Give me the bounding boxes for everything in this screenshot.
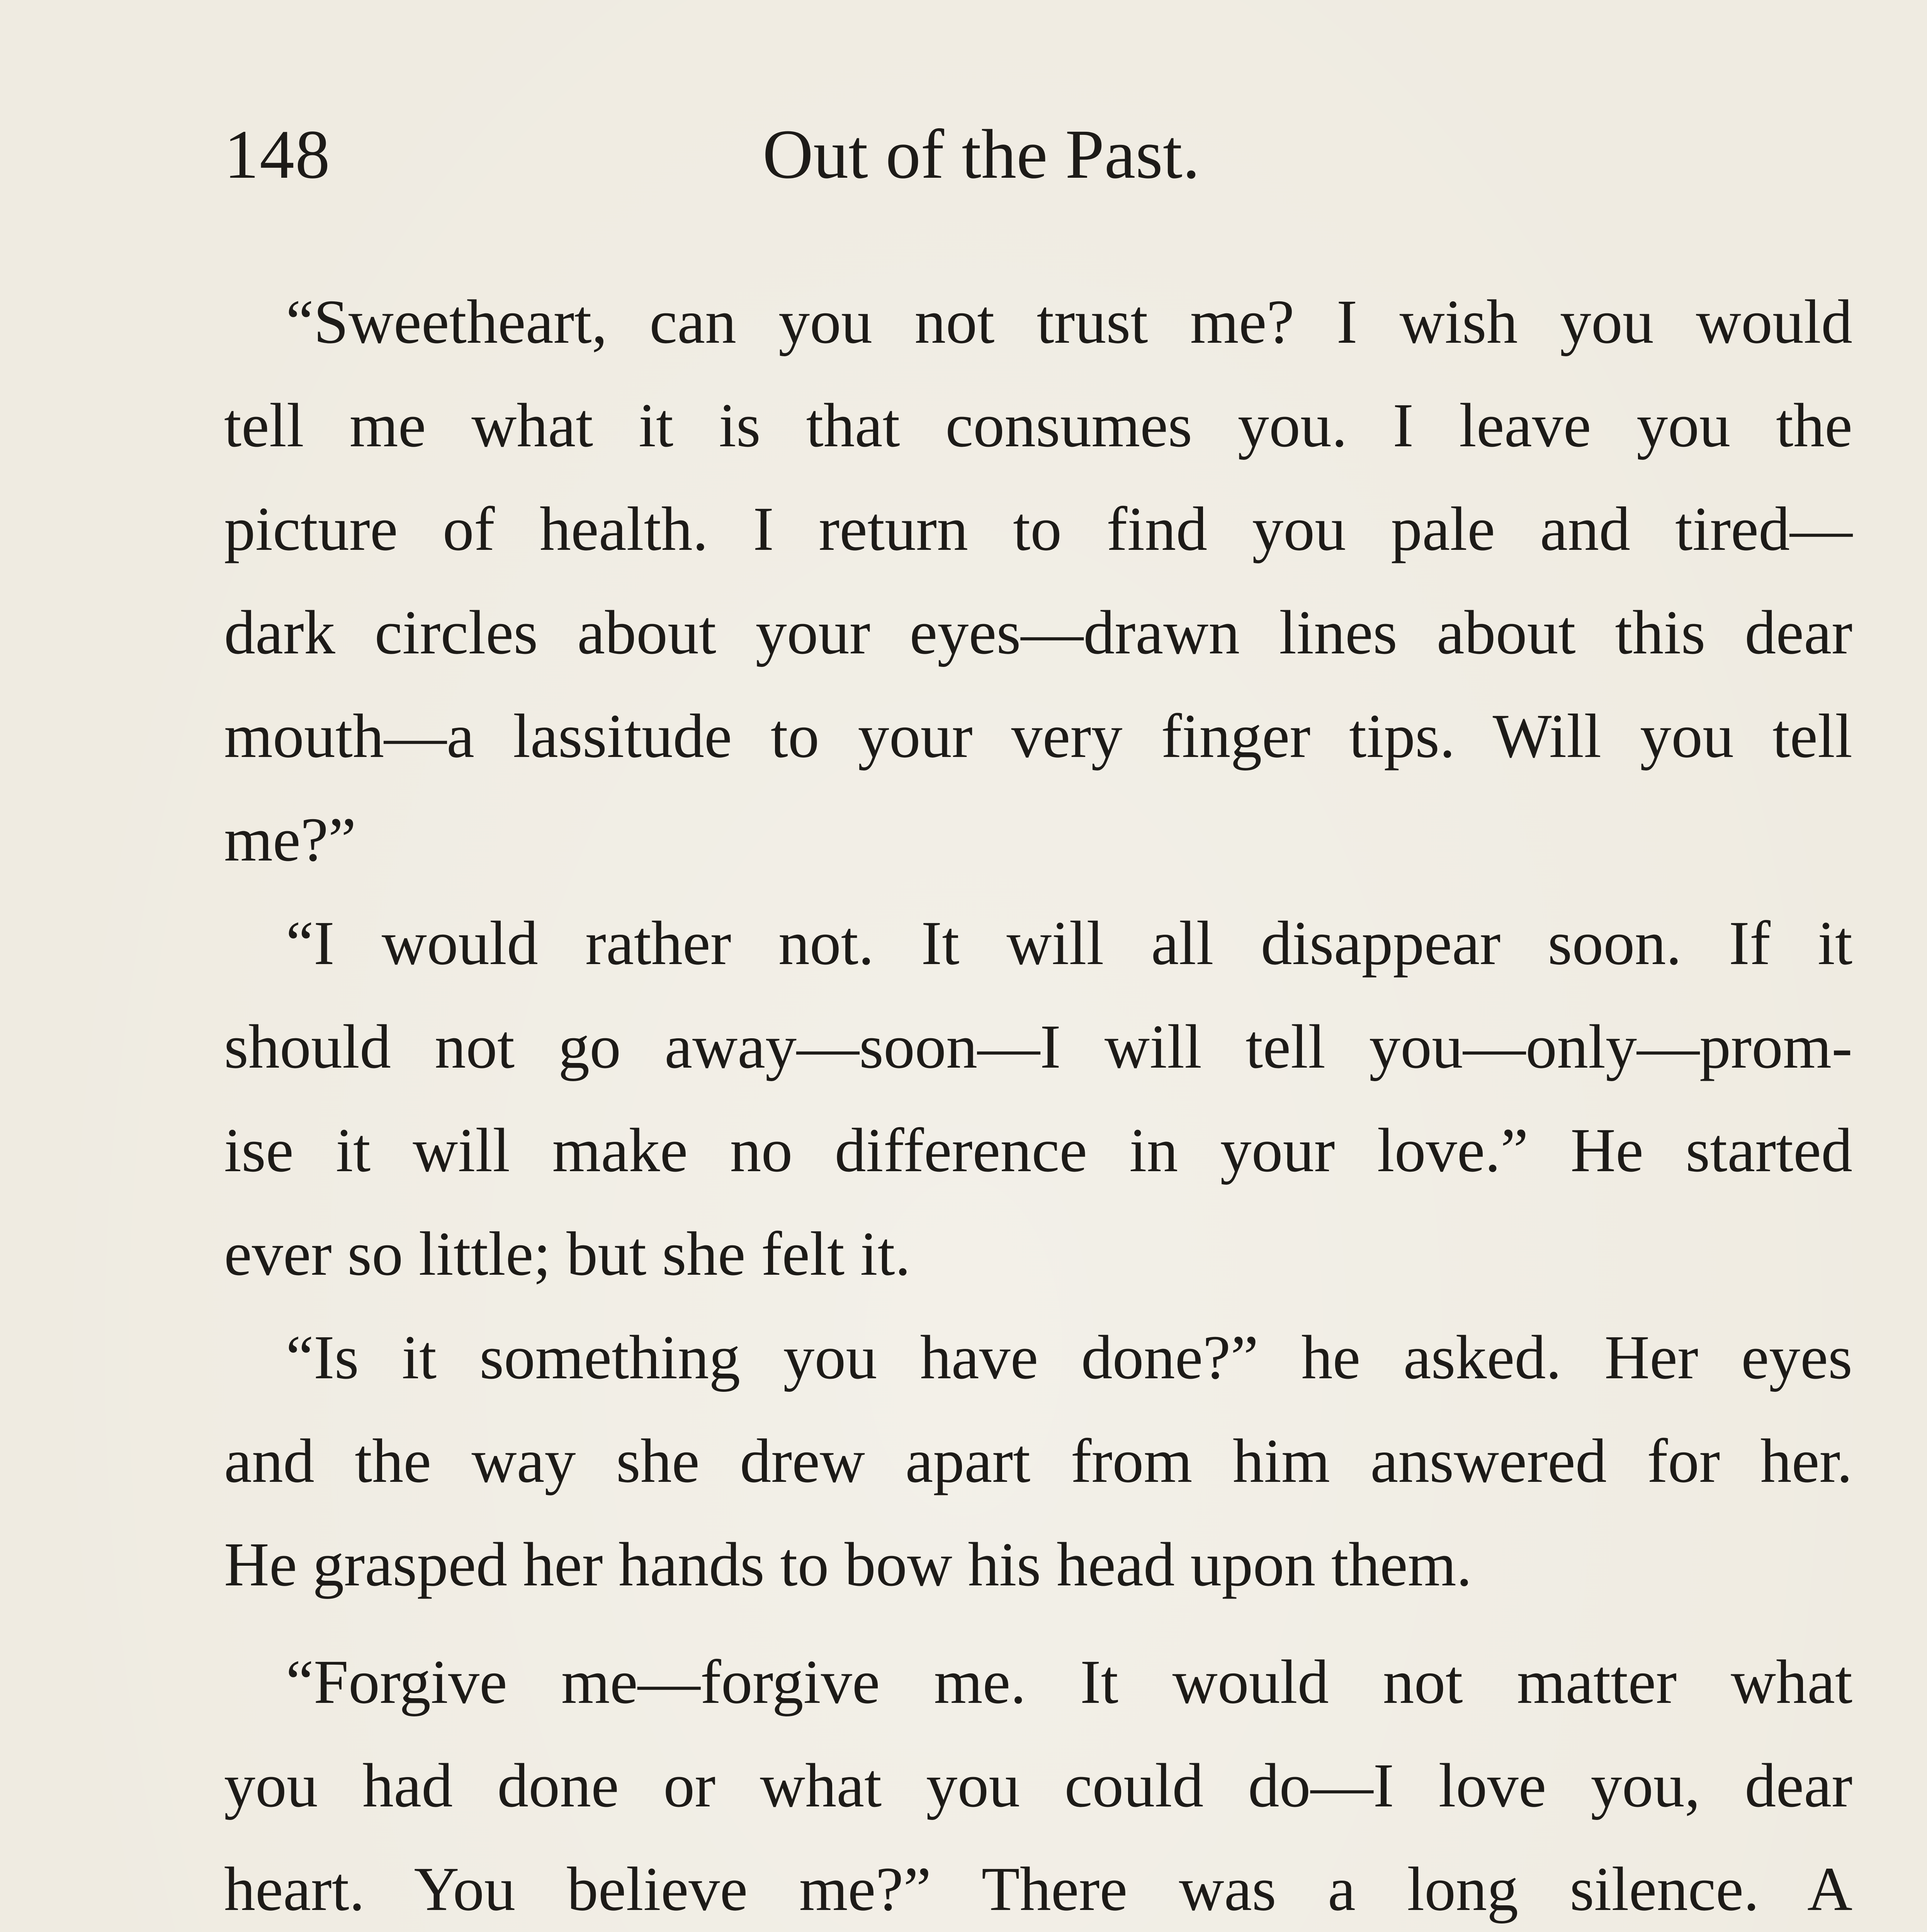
text-line: ise it will make no difference in your love.” He started — [224, 1116, 1852, 1185]
running-head — [224, 116, 1854, 193]
running-title: Out of the Past. — [762, 116, 1200, 193]
text-line: “Is it something you have done?” he asked. Her eyes — [286, 1323, 1852, 1392]
text-line: mouth—a lassitude to your very finger tips. Will you tell — [224, 702, 1852, 771]
text-line: you had done or what you could do—I love you, dear — [224, 1751, 1852, 1820]
text-line: me?” — [224, 805, 356, 874]
text-line: “I would rather not. It will all disappear soon. If it — [286, 909, 1852, 978]
text-line: dark circles about your eyes—drawn lines about this dear — [224, 598, 1852, 667]
body-text — [224, 270, 1852, 1932]
text-line: He grasped her hands to bow his head upon them. — [224, 1530, 1472, 1599]
text-line: “Sweetheart, can you not trust me? I wish you would — [286, 287, 1852, 357]
text-line: and the way she drew apart from him answered for her. — [224, 1427, 1852, 1496]
page-number: 148 — [224, 116, 331, 193]
text-line: tell me what it is that consumes you. I leave you the — [224, 391, 1852, 460]
text-line: heart. You believe me?” There was a long silence. A — [224, 1855, 1852, 1924]
text-line: ever so little; but she felt it. — [224, 1219, 911, 1289]
text-line: should not go away—soon—I will tell you—only—prom- — [224, 1012, 1852, 1082]
text-line: “Forgive me—forgive me. It would not matter what — [286, 1648, 1852, 1717]
text-line: picture of health. I return to find you pale and tired— — [224, 495, 1852, 564]
